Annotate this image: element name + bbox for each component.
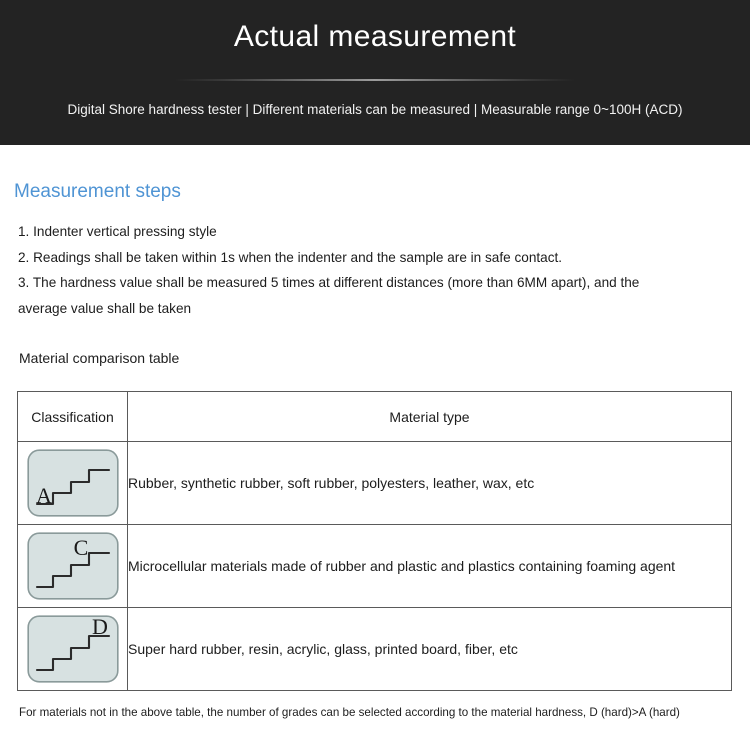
grade-letter-c: C	[73, 535, 88, 560]
hero-subtitle: Digital Shore hardness tester | Different materials can be measured | Measurable range 0~100H (ACD)	[67, 102, 683, 117]
hero-divider	[175, 79, 575, 81]
material-type-cell-a: Rubber, synthetic rubber, soft rubber, polyesters, leather, wax, etc	[128, 442, 732, 525]
classification-cell-a	[18, 442, 128, 525]
measurement-steps-heading: Measurement steps	[14, 181, 181, 202]
page-title: Actual measurement	[233, 20, 517, 53]
step-line-1: 1. Indenter vertical pressing style	[18, 224, 217, 239]
table-footnote: For materials not in the above table, the number of grades can be selected according to the material hardness, D (hard)>A (hard)	[19, 706, 680, 719]
material-type-cell-c: Microcellular materials made of rubber and plastic and plastics containing foaming agent	[128, 525, 732, 608]
table-header-row	[18, 392, 732, 442]
stair-steps-icon-a	[27, 449, 119, 517]
column-header-material-type: Material type	[128, 392, 732, 442]
step-line-2: 2. Readings shall be taken within 1s when the indenter and the sample are in safe contact.	[18, 249, 563, 265]
table-row	[18, 442, 732, 525]
table-row	[18, 608, 732, 691]
stair-steps-icon-d	[27, 615, 119, 683]
measurement-steps-list	[18, 219, 730, 321]
column-header-classification: Classification	[18, 392, 128, 442]
material-comparison-table	[17, 391, 732, 691]
material-comparison-table-caption: Material comparison table	[19, 350, 180, 366]
classification-cell-d	[18, 608, 128, 691]
stair-steps-icon-c	[27, 532, 119, 600]
grade-letter-a: A	[35, 483, 52, 508]
classification-cell-c	[18, 525, 128, 608]
grade-letter-d: D	[91, 615, 108, 639]
material-type-cell-d: Super hard rubber, resin, acrylic, glass, printed board, fiber, etc	[128, 608, 732, 691]
hero-banner	[0, 0, 750, 145]
table-row	[18, 525, 732, 608]
step-line-3: 3. The hardness value shall be measured 5 times at different distances (more than 6MM apart), and the	[18, 275, 640, 290]
step-line-4: average value shall be taken	[18, 300, 192, 316]
